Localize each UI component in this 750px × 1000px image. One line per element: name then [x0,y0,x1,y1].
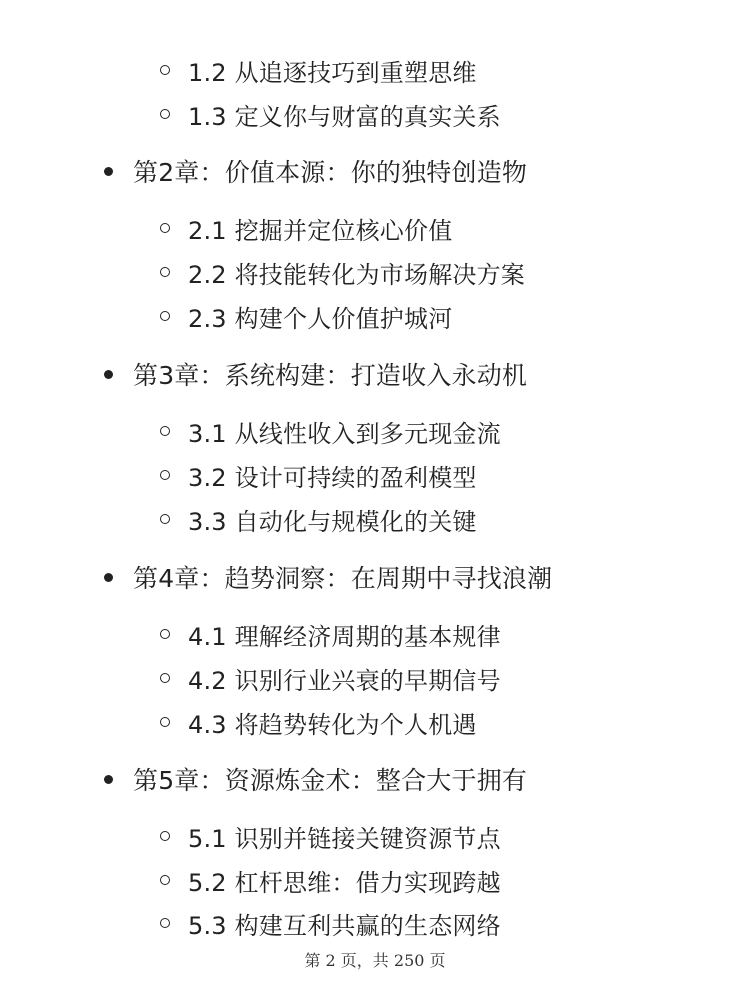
toc-item-label: 第3章：系统构建：打造收入永动机 [133,361,528,390]
toc-section-item[interactable] [160,702,477,742]
toc-item-label: 4.3 将趋势转化为个人机遇 [188,710,477,739]
toc-item-label: 4.1 理解经济周期的基本规律 [188,622,501,651]
toc-item-label: 2.2 将技能转化为市场解决方案 [188,260,525,289]
circle-bullet-icon [160,109,170,119]
toc-item-label: 第5章：资源炼金术：整合大于拥有 [133,766,528,795]
toc-item-label: 2.1 挖掘并定位核心价值 [188,216,453,245]
disc-bullet-icon [104,573,113,582]
circle-bullet-icon [160,717,170,727]
disc-bullet-icon [104,370,113,379]
toc-chapter-item[interactable] [104,151,527,191]
toc-section-item[interactable] [160,903,501,943]
circle-bullet-icon [160,629,170,639]
toc-section-item[interactable] [160,411,501,451]
toc-chapter-item[interactable] [104,759,527,799]
circle-bullet-icon [160,514,170,524]
toc-item-label: 1.2 从追逐技巧到重塑思维 [188,58,477,87]
toc-section-item[interactable] [160,208,452,248]
toc-section-item[interactable] [160,499,477,539]
circle-bullet-icon [160,831,170,841]
toc-section-item[interactable] [160,296,452,336]
toc-section-item[interactable] [160,614,501,654]
toc-section-item[interactable] [160,658,501,698]
circle-bullet-icon [160,311,170,321]
toc-section-item[interactable] [160,455,477,495]
toc-item-label: 5.2 杠杆思维：借力实现跨越 [188,868,501,897]
circle-bullet-icon [160,426,170,436]
toc-item-label: 3.2 设计可持续的盈利模型 [188,463,477,492]
toc-section-item[interactable] [160,860,501,900]
circle-bullet-icon [160,267,170,277]
toc-item-label: 5.1 识别并链接关键资源节点 [188,824,501,853]
circle-bullet-icon [160,470,170,480]
toc-item-label: 4.2 识别行业兴衰的早期信号 [188,666,501,695]
toc-item-label: 第2章：价值本源：你的独特创造物 [133,158,528,187]
circle-bullet-icon [160,918,170,928]
toc-item-label: 第4章：趋势洞察：在周期中寻找浪潮 [133,564,553,593]
disc-bullet-icon [104,167,113,176]
circle-bullet-icon [160,223,170,233]
toc-chapter-item[interactable] [104,557,552,597]
toc-chapter-item[interactable] [104,354,527,394]
disc-bullet-icon [104,775,113,784]
page-number-footer: 第 2 页，共 250 页 [304,951,446,970]
toc-section-item[interactable] [160,816,501,856]
toc-section-item[interactable] [160,252,525,292]
circle-bullet-icon [160,673,170,683]
toc-item-label: 3.1 从线性收入到多元现金流 [188,419,501,448]
toc-section-item[interactable] [160,94,501,134]
toc-item-label: 2.3 构建个人价值护城河 [188,304,453,333]
toc-item-label: 5.3 构建互利共赢的生态网络 [188,911,501,940]
toc-section-item[interactable] [160,50,477,90]
circle-bullet-icon [160,65,170,75]
toc-item-label: 3.3 自动化与规模化的关键 [188,507,477,536]
toc-item-label: 1.3 定义你与财富的真实关系 [188,102,501,131]
circle-bullet-icon [160,875,170,885]
